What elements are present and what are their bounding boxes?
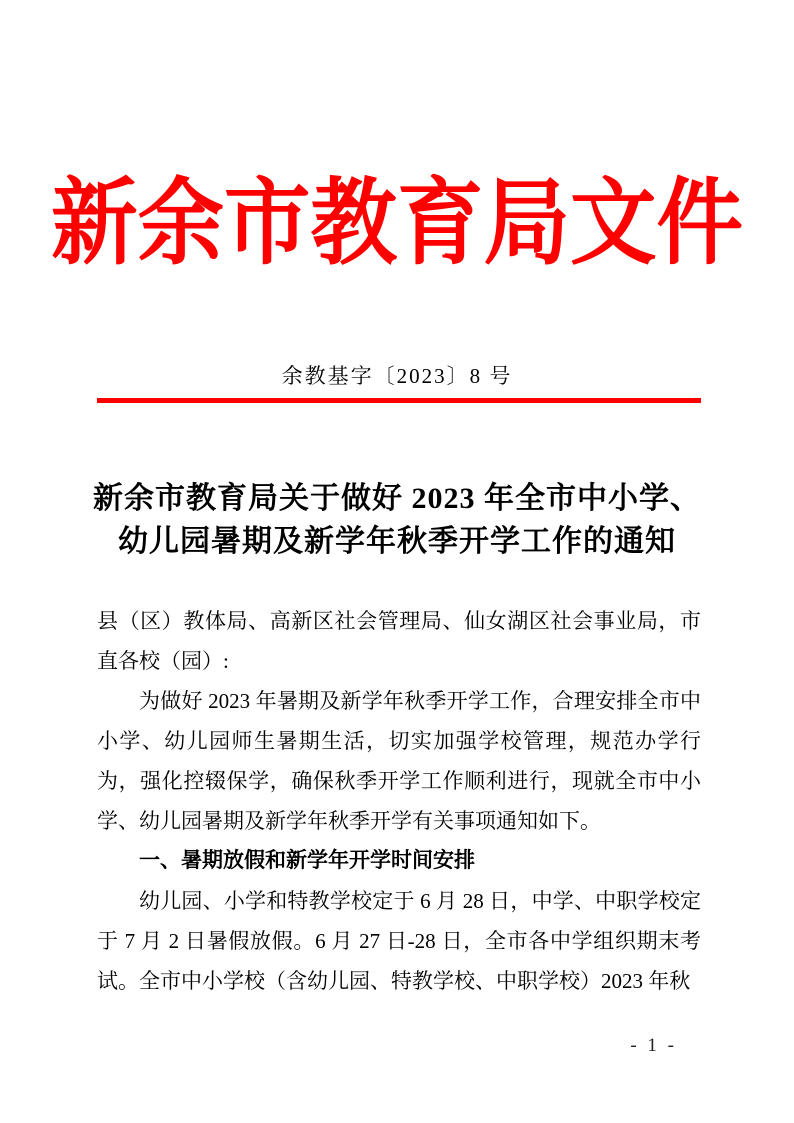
agency-header-title-text: 新余市教育局文件	[51, 172, 743, 276]
salutation-paragraph: 县（区）教体局、高新区社会管理局、仙女湖区社会事业局，市直各校（园）:	[97, 609, 701, 673]
page-number: - 1 -	[630, 1035, 677, 1056]
red-divider-line	[97, 398, 701, 403]
document-number: 余教基字〔2023〕8 号	[281, 364, 513, 388]
section-1-heading: 一、暑期放假和新学年开学时间安排	[139, 849, 475, 872]
section-1-paragraph: 幼儿园、小学和特教学校定于 6 月 28 日，中学、中职学校定于 7 月 2 日暑假放假。6 月 27 日-28 日，全市各中学组织期末考试。全市中小学校（含幼儿园、特教学校、中职学校）2023 年秋	[97, 889, 701, 993]
document-title-line1: 新余市教育局关于做好 2023 年全市中小学、	[93, 482, 701, 515]
agency-header-title	[0, 168, 794, 280]
document-title-line2: 幼儿园暑期及新学年秋季开学工作的通知	[118, 525, 676, 558]
intro-paragraph: 为做好 2023 年暑期及新学年秋季开学工作，合理安排全市中小学、幼儿园师生暑期生活，切实加强学校管理，规范办学行为，强化控辍保学，确保秋季开学工作顺利进行，现就全市中小学、幼儿园暑期及新学年秋季开学有关事项通知如下。	[97, 689, 701, 833]
document-body	[97, 601, 701, 1001]
document-title	[0, 477, 794, 563]
